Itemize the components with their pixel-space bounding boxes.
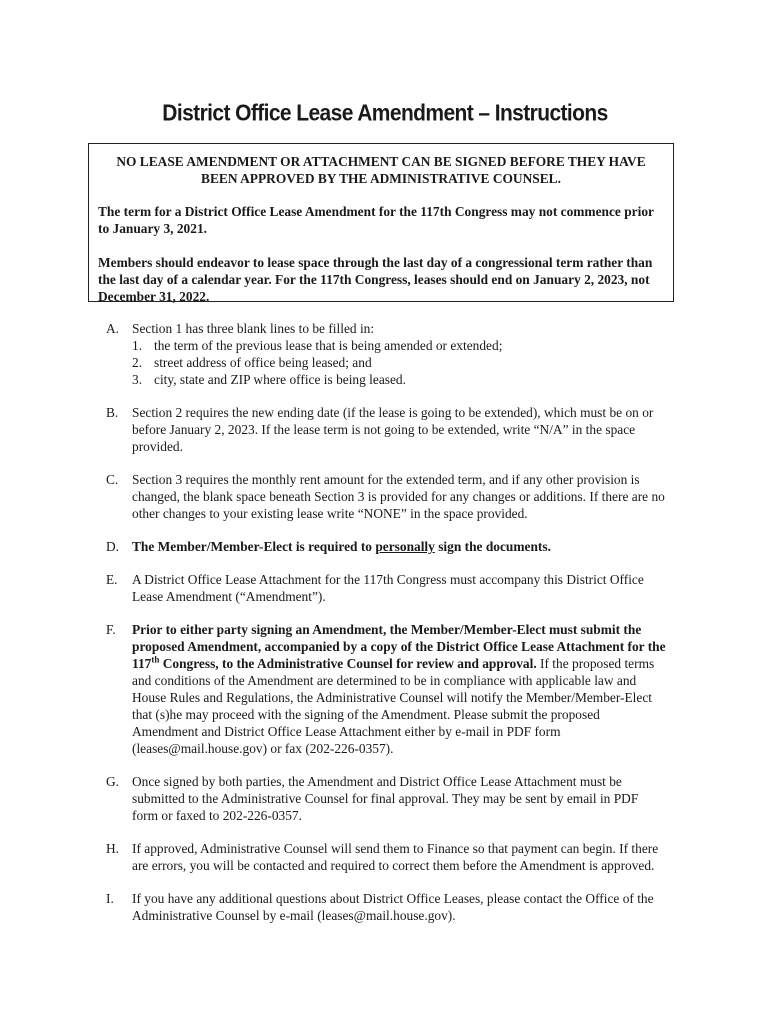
instruction-b xyxy=(106,404,666,455)
instruction-list xyxy=(106,320,666,940)
item-letter: A. xyxy=(106,321,120,336)
emphasis-personally: personally xyxy=(375,539,435,554)
instruction-c xyxy=(106,471,666,522)
instruction-h xyxy=(106,840,666,874)
item-letter: E. xyxy=(106,572,118,587)
item-letter: H. xyxy=(106,841,120,856)
item-text: Section 1 has three blank lines to be filled in: xyxy=(132,321,375,336)
item-text: A District Office Lease Attachment for the 117th Congress must accompany this District Office Lease Amendment (“Amendment”). xyxy=(132,572,644,604)
item-letter: D. xyxy=(106,539,120,554)
instruction-e xyxy=(106,571,666,605)
page-title: District Office Lease Amendment – Instructions xyxy=(162,100,608,127)
notice-heading: NO LEASE AMENDMENT OR ATTACHMENT CAN BE SIGNED BEFORE THEY HAVE BEEN APPROVED BY THE ADMINISTRATIVE COUNSEL. xyxy=(116,154,646,186)
sub-item: 3. city, state and ZIP where office is being leased. xyxy=(132,372,406,387)
instruction-g xyxy=(106,773,666,824)
item-text: Prior to either party signing an Amendment, the Member/Member-Elect must submit the proposed Amendment, accompanied by a copy of the District Office Lease Attachment for the 117th Congress, to the Administrative Counsel for review and approval. If the proposed terms and conditions of the Amendment are determined to be in compliance with applicable law and House Rules and Regulations, the Administrative Counsel will notify the Member/Member-Elect that (s)he may proceed with the signing of the Amendment. Please submit the proposed Amendment and District Office Lease Attachment either by e-mail in PDF form (leases@mail.house.gov) or fax (202-226-0357). xyxy=(132,622,666,756)
item-letter: G. xyxy=(106,774,120,789)
item-text: Once signed by both parties, the Amendment and District Office Lease Attachment must be submitted to the Administrative Counsel for final approval. They may be sent by email in PDF form or faxed to 202-226-0357. xyxy=(132,774,639,823)
item-letter: C. xyxy=(106,472,119,487)
item-text: If you have any additional questions about District Office Leases, please contact the Office of the Administrative Counsel by e-mail (leases@mail.house.gov). xyxy=(132,891,654,923)
item-letter: F. xyxy=(106,622,116,637)
instruction-f xyxy=(106,621,666,757)
item-letter: B. xyxy=(106,405,119,420)
item-text: Section 2 requires the new ending date (if the lease is going to be extended), which must be on or before January 2, 2023. If the lease term is not going to be extended, write “N/A” in the space provided. xyxy=(132,405,654,454)
sub-item: 1. the term of the previous lease that is being amended or extended; xyxy=(132,338,503,353)
sub-item: 2. street address of office being leased; and xyxy=(132,355,372,370)
instruction-a xyxy=(106,320,666,388)
item-text: The Member/Member-Elect is required to personally sign the documents. xyxy=(132,539,551,554)
notice-paragraph-end-date: Members should endeavor to lease space through the last day of a congressional term rather than the last day of a calendar year. For the 117th Congress, leases should end on January 2, 2023, not December 31, 2022. xyxy=(98,255,653,304)
instruction-i xyxy=(106,890,666,924)
item-text: Section 3 requires the monthly rent amount for the extended term, and if any other provision is changed, the blank space beneath Section 3 is provided for any changes or additions. If there are no other changes to your existing lease write “NONE” in the space provided. xyxy=(132,472,665,521)
item-text: If approved, Administrative Counsel will send them to Finance so that payment can begin. If there are errors, you will be contacted and required to correct them before the Amendment is approved. xyxy=(132,841,659,873)
notice-box xyxy=(88,143,674,302)
notice-paragraph-term: The term for a District Office Lease Amendment for the 117th Congress may not commence prior to January 3, 2021. xyxy=(98,204,654,236)
item-letter: I. xyxy=(106,891,114,906)
instruction-d xyxy=(106,538,666,555)
